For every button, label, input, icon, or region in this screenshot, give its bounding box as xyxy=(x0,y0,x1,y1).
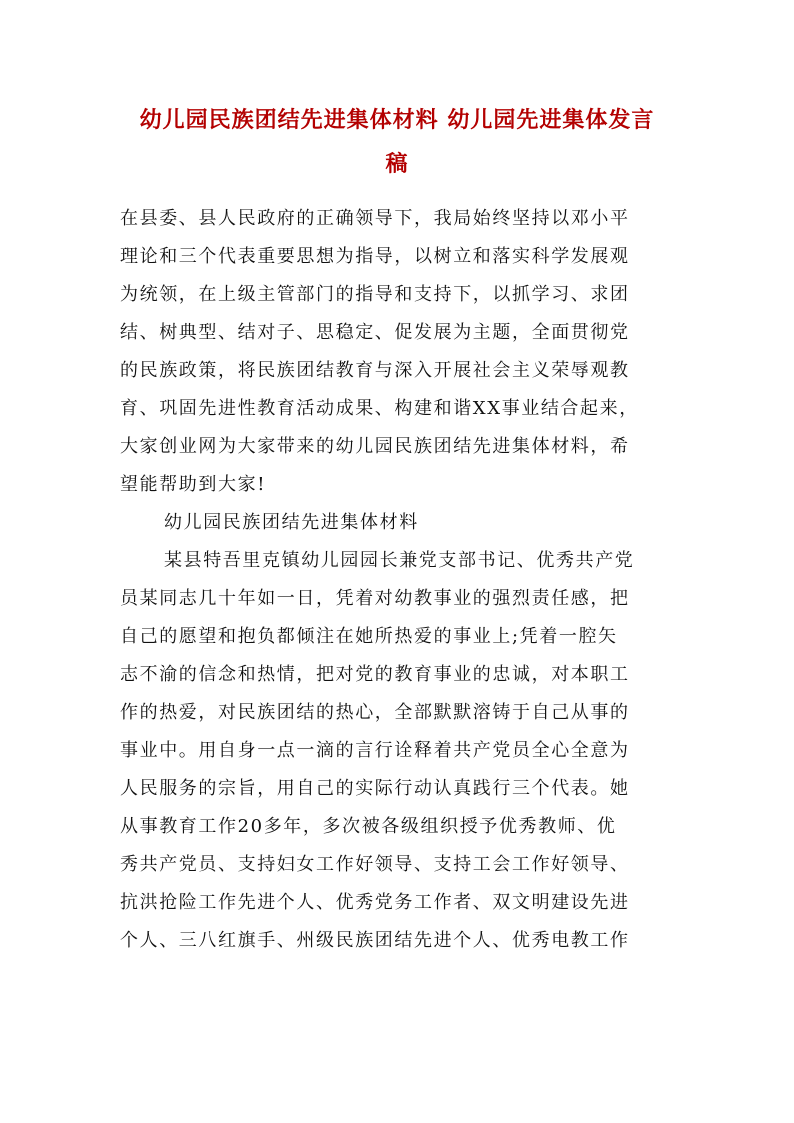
intro-line-7: 大家创业网为大家带来的幼儿园民族团结先进集体材料，希 xyxy=(120,436,630,457)
para-line-10: 抗洪抢险工作先进个人、优秀党务工作者、双文明建设先进 xyxy=(120,892,630,913)
intro-line-2: 理论和三个代表重要思想为指导，以树立和落实科学发展观 xyxy=(120,246,630,267)
title-line-1: 幼儿园民族团结先进集体材料 幼儿园先进集体发言 xyxy=(139,107,655,133)
intro-line-3: 为统领，在上级主管部门的指导和支持下，以抓学习、求团 xyxy=(120,284,630,305)
intro-line-4: 结、树典型、结对子、思稳定、促发展为主题，全面贯彻党 xyxy=(120,322,630,343)
document-body xyxy=(120,200,690,960)
section-heading: 幼儿园民族团结先进集体材料 xyxy=(164,512,419,533)
document-title xyxy=(100,98,694,186)
para-line-7: 人民服务的宗旨，用自己的实际行动认真践行三个代表。她 xyxy=(120,778,630,799)
para-line-3: 自己的愿望和抱负都倾注在她所热爱的事业上;凭着一腔矢 xyxy=(120,626,618,647)
para-line-11: 个人、三八红旗手、州级民族团结先进个人、优秀电教工作 xyxy=(120,930,630,951)
intro-line-8: 望能帮助到大家! xyxy=(120,474,267,495)
para-line-4: 志不渝的信念和热情，把对党的教育事业的忠诚，对本职工 xyxy=(120,664,630,685)
intro-line-1: 在县委、县人民政府的正确领导下，我局始终坚持以邓小平 xyxy=(120,208,630,229)
para-line-2: 员某同志几十年如一日，凭着对幼教事业的强烈责任感，把 xyxy=(120,588,630,609)
intro-line-6: 育、巩固先进性教育活动成果、构建和谐XX事业结合起来， xyxy=(120,398,639,419)
intro-line-5: 的民族政策，将民族团结教育与深入开展社会主义荣辱观教 xyxy=(120,360,630,381)
title-line-2: 稿 xyxy=(385,151,409,177)
para-line-5: 作的热爱，对民族团结的热心，全部默默溶铸于自己从事的 xyxy=(120,702,630,723)
para-line-1: 某县特吾里克镇幼儿园园长兼党支部书记、优秀共产党 xyxy=(164,550,635,571)
para-line-6: 事业中。用自身一点一滴的言行诠释着共产党员全心全意为 xyxy=(120,740,630,761)
para-line-8: 从事教育工作20多年，多次被各级组织授予优秀教师、优 xyxy=(120,816,617,837)
para-line-9: 秀共产党员、支持妇女工作好领导、支持工会工作好领导、 xyxy=(120,854,630,875)
